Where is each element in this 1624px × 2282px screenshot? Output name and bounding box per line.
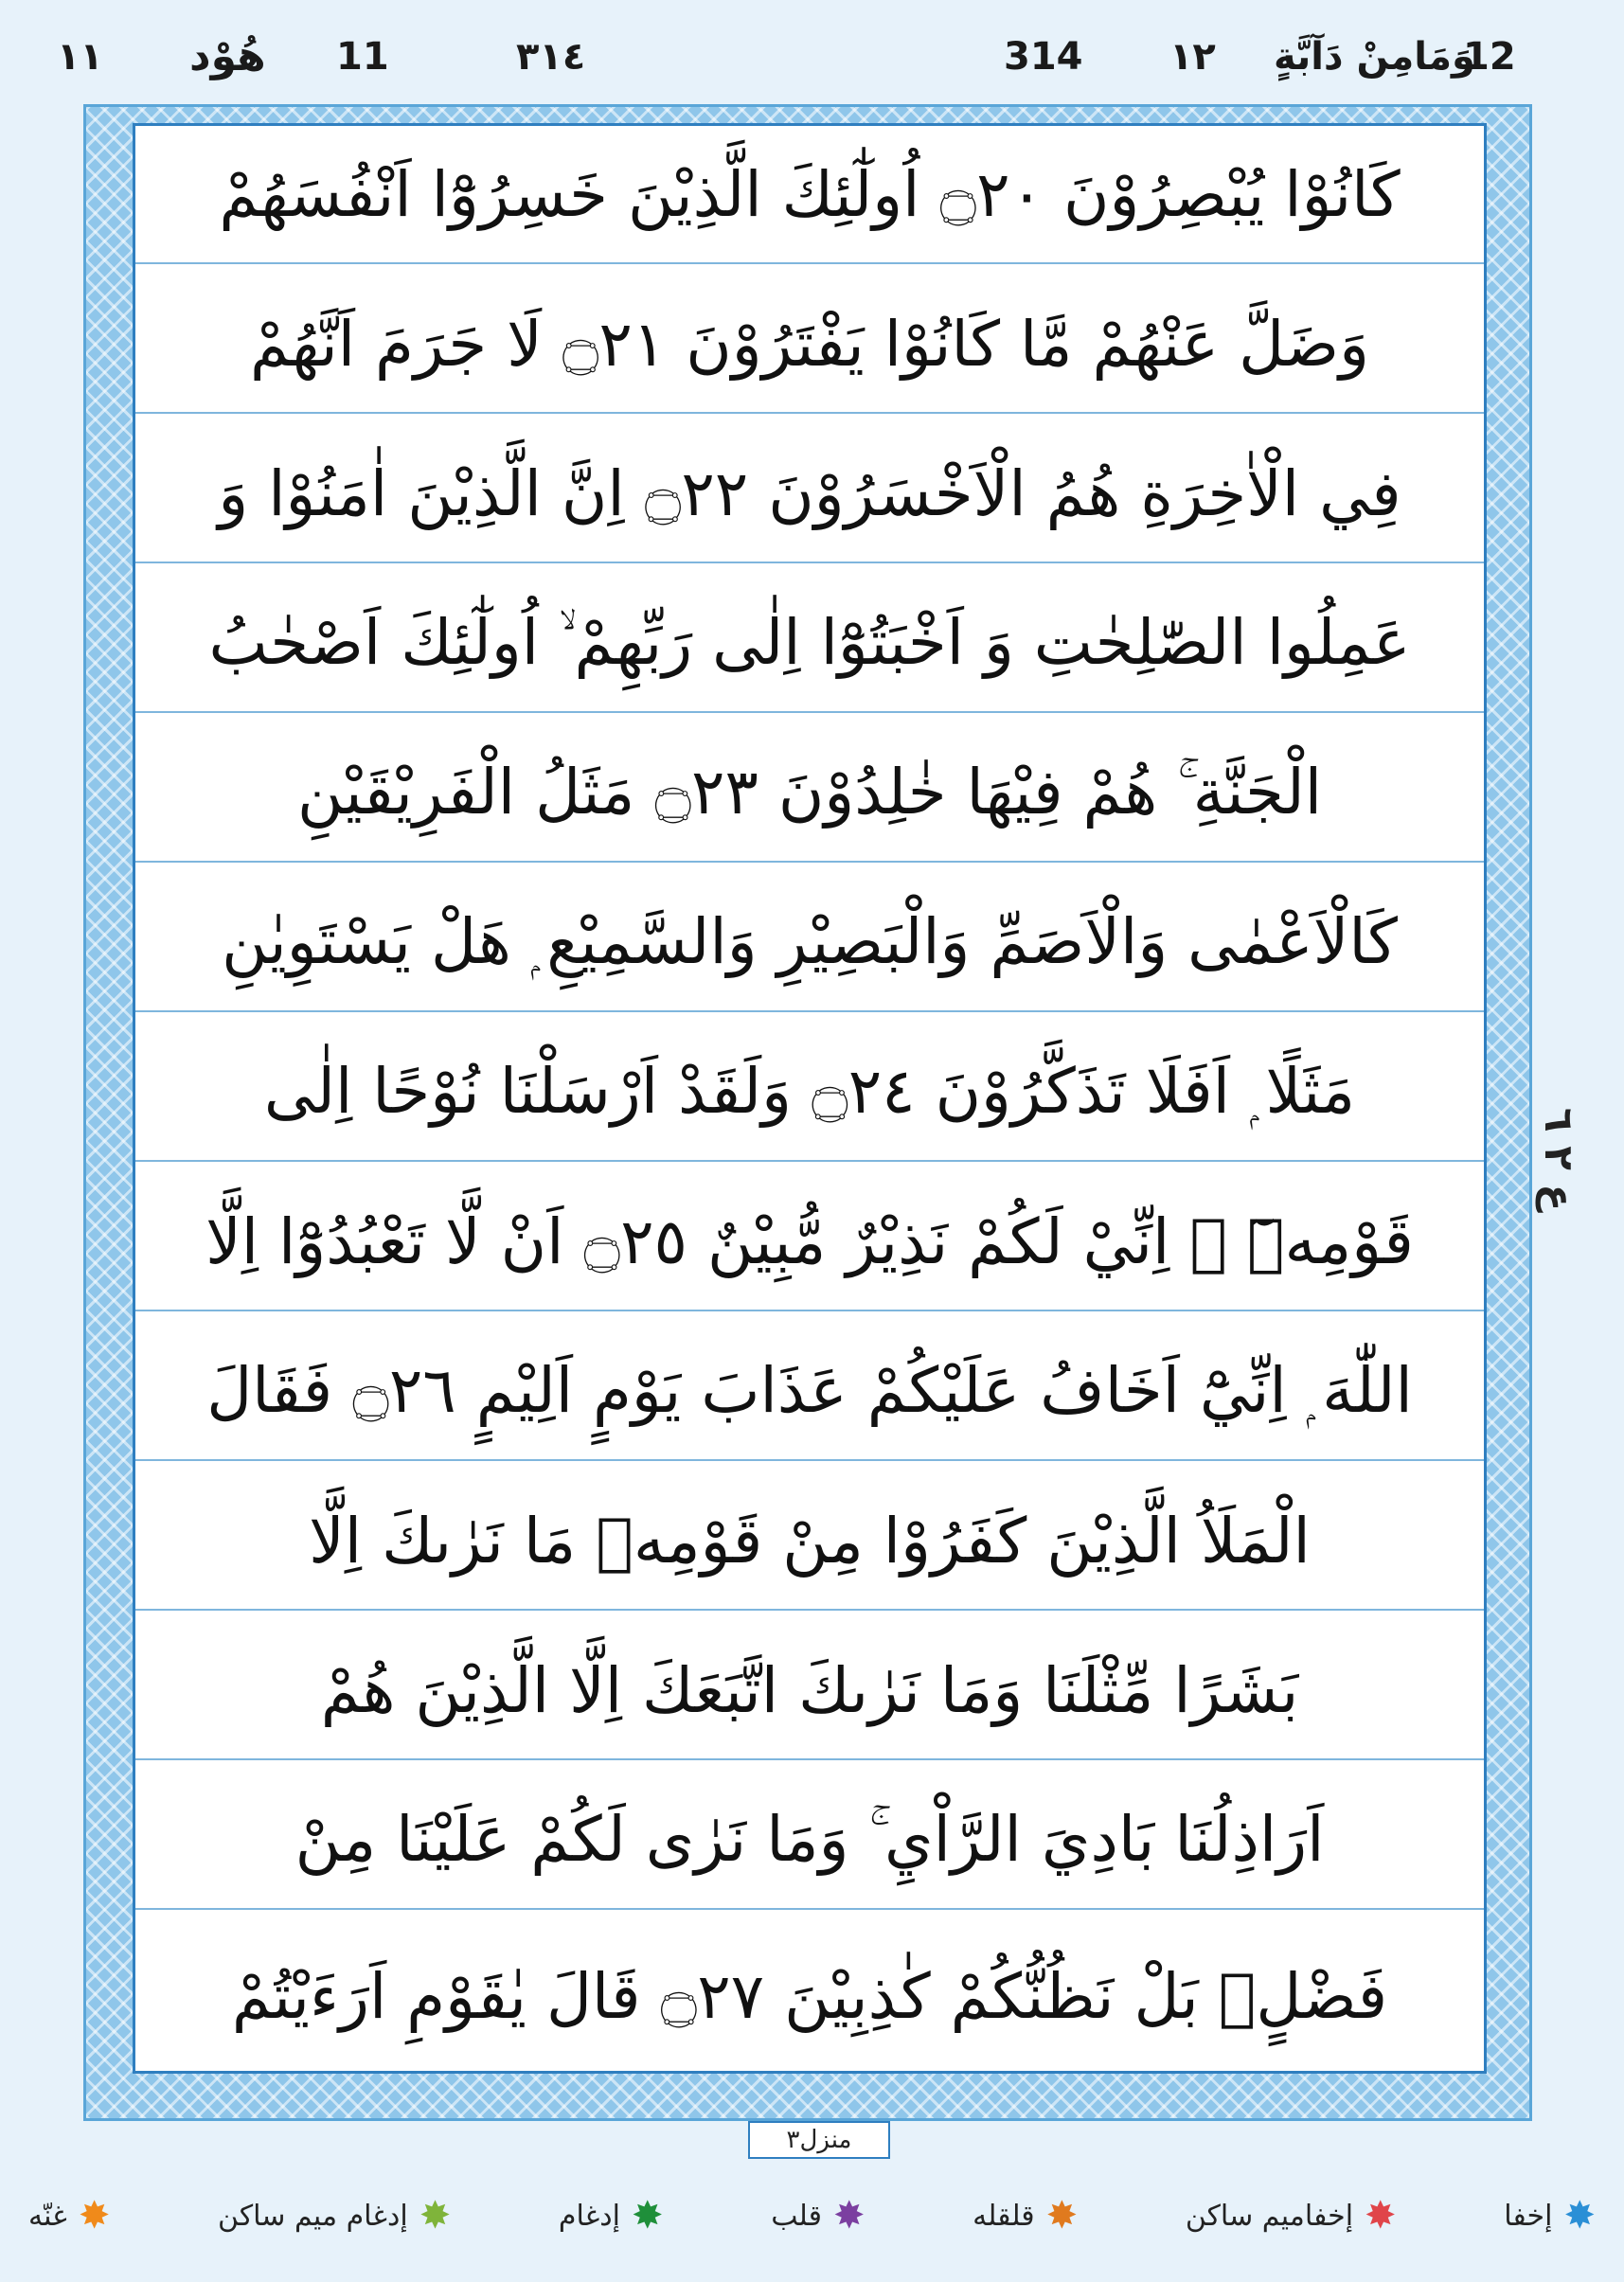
text-line-1: كَانُوْا يُبْصِرُوْنَ ۝٢٠ اُولٰٓئِكَ الَّذِيْنَ خَسِرُوْٓا اَنْفُسَهُمْ (135, 126, 1484, 264)
legend-label: قلقله (973, 2199, 1035, 2233)
text-line-3: فِي الْاٰخِرَةِ هُمُ الْاَخْسَرُوْنَ ۝٢٢ اِنَّ الَّذِيْنَ اٰمَنُوْا وَ (135, 425, 1484, 563)
surah-name: هُوْد (189, 32, 266, 80)
surah-number-arabic: ١١ (57, 35, 103, 79)
text-line-10: الْمَلَاُ الَّذِيْنَ كَفَرُوْا مِنْ قَوْمِهٖ مَا نَرٰىكَ اِلَّا (135, 1472, 1484, 1611)
legend-item-qalb (771, 2194, 866, 2237)
legend-item-idgham (558, 2194, 664, 2237)
text-line-9: اللّٰهَ ۭ اِنِّيْٓ اَخَافُ عَلَيْكُمْ عَذَابَ يَوْمٍ اَلِيْمٍ ۝٢٦ فَقَالَ (135, 1323, 1484, 1461)
text-line-12: اَرَاذِلُنَا بَادِيَ الرَّاْيِ ۚ وَمَا نَرٰى لَكُمْ عَلَيْنَا مِنْ (135, 1772, 1484, 1910)
legend-star-icon: ✸ (1045, 2194, 1079, 2237)
text-line-2: وَضَلَّ عَنْهُمْ مَّا كَانُوْا يَفْتَرُوْنَ ۝٢١ لَا جَرَمَ اَنَّهُمْ (135, 276, 1484, 414)
juz-number-arabic: ١٢ (1169, 35, 1216, 79)
page-header (0, 0, 1624, 104)
page-number: 314 (1004, 35, 1083, 79)
text-line-11: بَشَرًا مِّثْلَنَا وَمَا نَرٰىكَ اتَّبَعَكَ اِلَّا الَّذِيْنَ هُمْ (135, 1622, 1484, 1760)
text-line-6: كَالْاَعْمٰى وَالْاَصَمِّ وَالْبَصِيْرِ وَالسَّمِيْعِ ۭ هَلْ يَسْتَوِيٰنِ (135, 874, 1484, 1012)
legend-label: غنّه (28, 2199, 67, 2233)
juz-name: وَمَامِنْ دَآبَّةٍ (1274, 35, 1475, 79)
legend-star-icon: ✸ (632, 2194, 664, 2237)
legend-item-ghunna (28, 2194, 111, 2237)
legend-item-ikhfa (1504, 2194, 1596, 2237)
legend-star-icon: ✸ (1365, 2194, 1397, 2237)
tajweed-legend (28, 2168, 1596, 2263)
legend-label: إدغام (558, 2199, 620, 2233)
quran-text-panel (133, 123, 1487, 2074)
legend-label: إدغام ميم ساكن (218, 2199, 408, 2233)
text-line-7: مَثَلًا ۭ اَفَلَا تَذَكَّرُوْنَ ۝٢٤ وَلَقَدْ اَرْسَلْنَا نُوْحًا اِلٰى (135, 1024, 1484, 1162)
legend-star-icon: ✸ (419, 2194, 452, 2237)
manzil-label: منزل٣ (748, 2121, 890, 2159)
legend-label: قلب (771, 2199, 822, 2233)
legend-star-icon: ✸ (1563, 2194, 1596, 2237)
legend-label: إخفا (1504, 2199, 1553, 2233)
legend-item-qalqala (973, 2194, 1079, 2237)
text-line-8: قَوْمِهٖٓ ۡ اِنِّيْ لَكُمْ نَذِيْرٌ مُّبِيْنٌ ۝٢٥ اَنْ لَّا تَعْبُدُوْٓا اِلَّا (135, 1173, 1484, 1311)
legend-item-idgham-meem-saakin (218, 2194, 452, 2237)
ruku-mark: ع ٢ ٦ (1536, 1108, 1582, 1212)
legend-star-icon: ✸ (832, 2194, 866, 2237)
page-number-arabic: ٣١٤ (516, 35, 586, 79)
legend-star-icon: ✸ (78, 2194, 111, 2237)
text-line-4: عَمِلُوا الصّٰلِحٰتِ وَ اَخْبَتُوْٓا اِلٰى رَبِّهِمْ ۙ اُولٰٓئِكَ اَصْحٰبُ (135, 575, 1484, 713)
surah-number: 11 (336, 35, 389, 79)
text-line-13: فَضْلٍۢ بَلْ نَظُنُّكُمْ كٰذِبِيْنَ ۝٢٧ قَالَ يٰقَوْمِ اَرَءَيْتُمْ (231, 1959, 1388, 2033)
legend-label: إخفاميم ساكن (1185, 2199, 1354, 2233)
legend-item-ikhfa-meem-saakin (1185, 2194, 1397, 2237)
juz-number: 12 (1463, 35, 1516, 79)
text-line-5: الْجَنَّةِ ۚ هُمْ فِيْهَا خٰلِدُوْنَ ۝٢٣ مَثَلُ الْفَرِيْقَيْنِ (135, 724, 1484, 863)
